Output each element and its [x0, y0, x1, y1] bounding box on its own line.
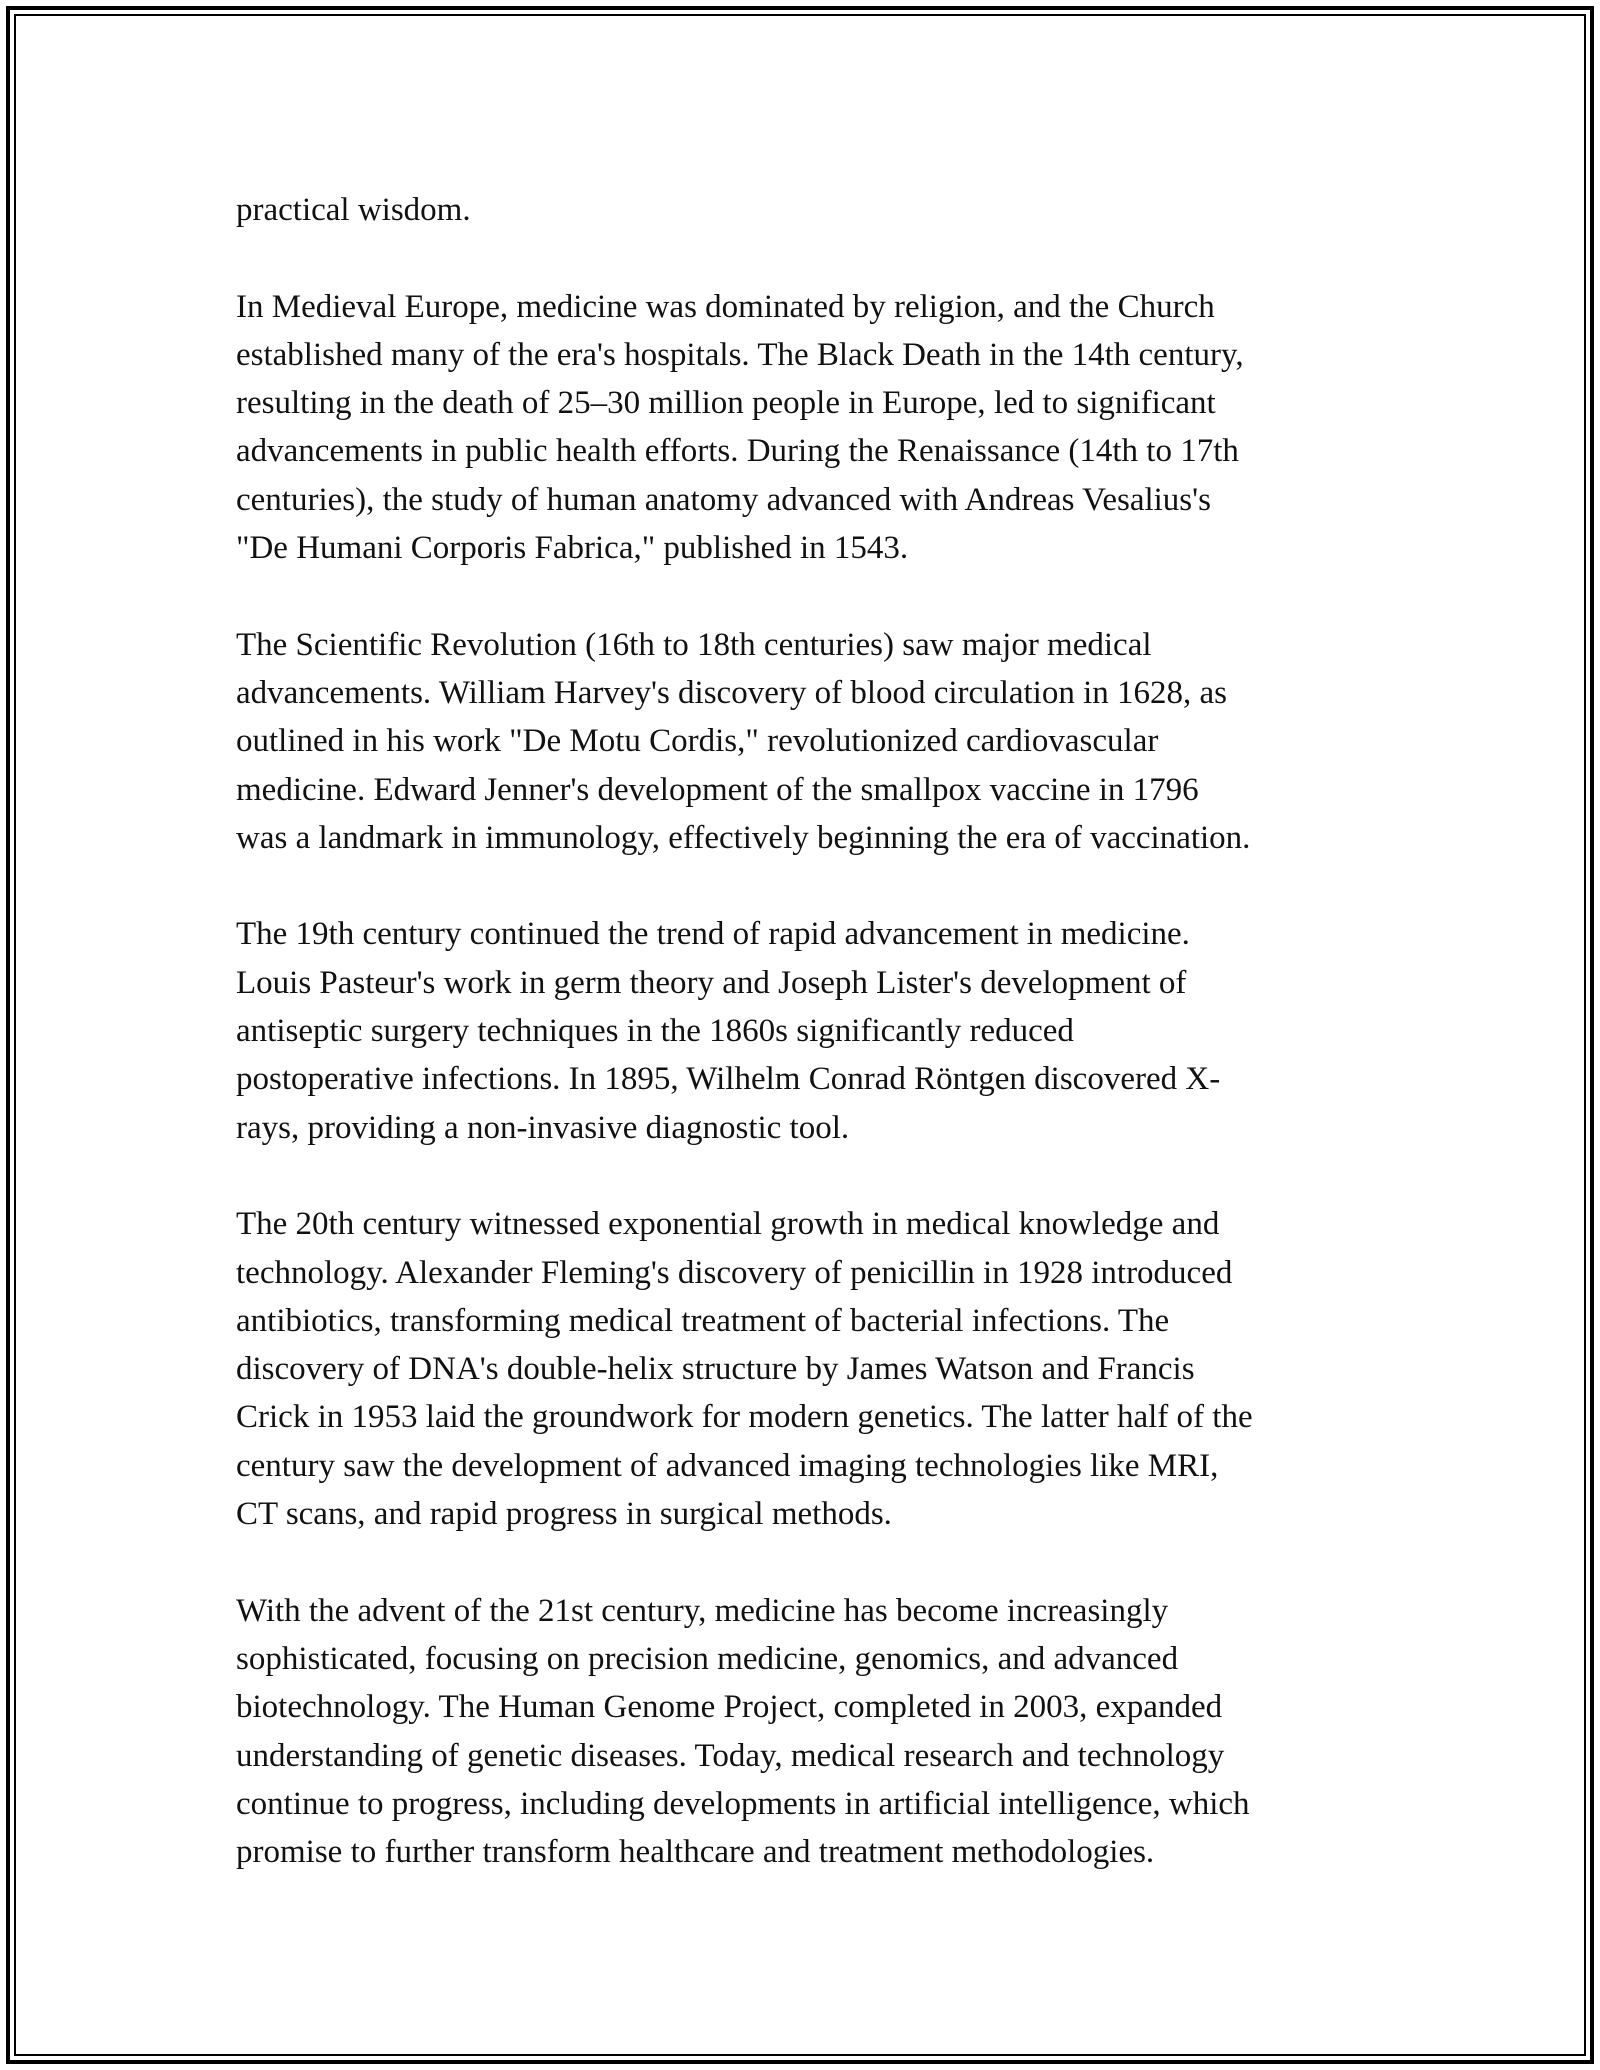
paragraph-21st-century: With the advent of the 21st century, medicine has become increasingly sophisticated, focusing on precision medicine, genomics, and advanced biotechnology. The Human Genome Project, completed in 2003, expanded understanding of genetic diseases. Today, medical research and technology continue to progress, including developments in artificial intelligence, which promise to further transform healthcare and treatment methodologies.: [236, 1592, 1250, 1871]
document-body: [236, 186, 1376, 1925]
paragraph-medieval-europe: In Medieval Europe, medicine was dominated by religion, and the Church established many of the era's hospitals. The Black Death in the 14th century, resulting in the death of 25–30 million people in Europe, led to significant advancements in public health efforts. During the Renaissance (14th to 17th centuries), the study of human anatomy advanced with Andreas Vesalius's "De Humani Corporis Fabrica," published in 1543.: [236, 288, 1244, 567]
paragraph-practical-wisdom: practical wisdom.: [236, 192, 471, 228]
paragraph-20th-century: The 20th century witnessed exponential growth in medical knowledge and technology. Alexander Fleming's discovery of penicillin in 1928 introduced antibiotics, transforming medical treatment of bacterial infections. The discovery of DNA's double-helix structure by James Watson and Francis Crick in 1953 laid the groundwork for modern genetics. The latter half of the century saw the development of advanced imaging technologies like MRI, CT scans, and rapid progress in surgical methods.: [236, 1206, 1253, 1533]
paragraph-19th-century: The 19th century continued the trend of rapid advancement in medicine. Louis Pasteur's work in germ theory and Joseph Lister's development of antiseptic surgery techniques in the 1860s significantly reduced postoperative infections. In 1895, Wilhelm Conrad Röntgen discovered X- rays, providing a non-invasive diagnostic tool.: [236, 916, 1221, 1146]
paragraph-scientific-revolution: The Scientific Revolution (16th to 18th centuries) saw major medical advancements. William Harvey's discovery of blood circulation in 1628, as outlined in his work "De Motu Cordis," revolutionized cardiovascular medicine. Edward Jenner's development of the smallpox vaccine in 1796 was a landmark in immunology, effectively beginning the era of vaccination.: [236, 626, 1251, 856]
